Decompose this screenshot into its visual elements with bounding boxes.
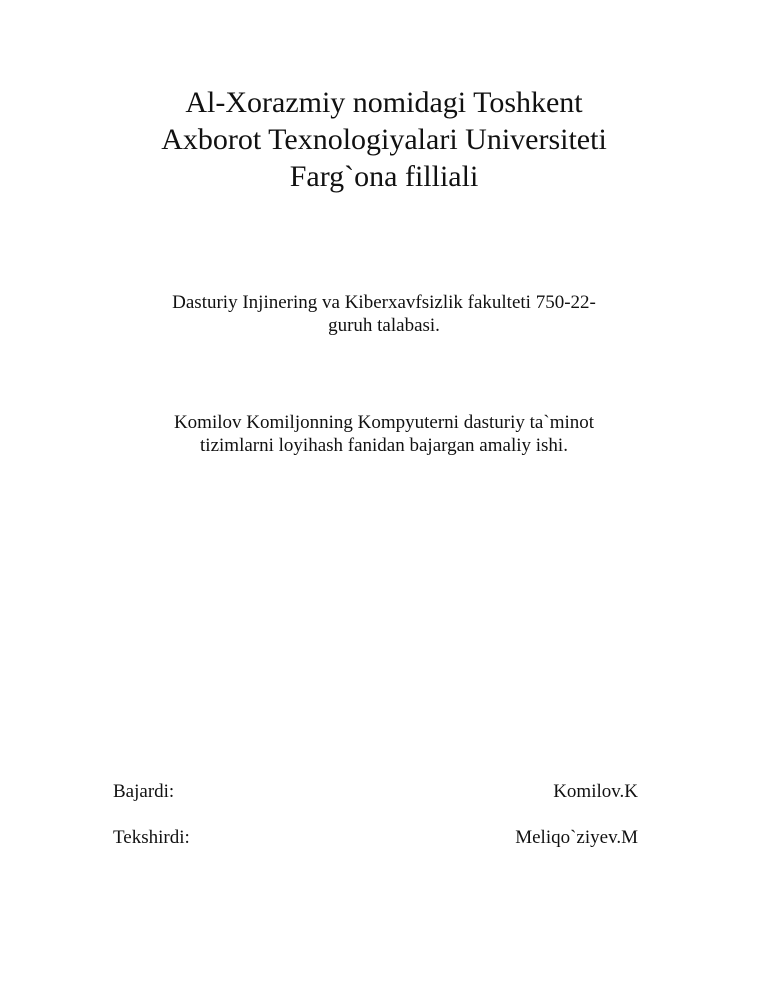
title-line: Axborot Texnologiyalari Universiteti [161,123,607,156]
work-description [100,411,668,457]
student-info [100,291,668,337]
student-info-line: guruh talabasi. [328,315,440,336]
student-info-line: Dasturiy Injinering va Kiberxavfsizlik fakulteti 750-22- [172,292,596,313]
signature-value: Komilov.K [553,781,638,802]
title-line: Farg`ona filliali [289,160,479,193]
university-title [0,84,768,195]
signature-row-checked-by [113,826,638,849]
signature-label: Bajardi: [113,781,175,802]
signature-row-performed-by [113,780,638,803]
work-description-line: Komilov Komiljonning Kompyuterni dasturiy ta`minot [173,412,595,433]
signature-value: Meliqo`ziyev.M [515,827,638,848]
signature-label: Tekshirdi: [113,827,190,848]
work-description-line: tizimlarni loyihash fanidan bajargan amaliy ishi. [200,435,568,456]
title-line: Al-Xorazmiy nomidagi Toshkent [185,86,583,119]
